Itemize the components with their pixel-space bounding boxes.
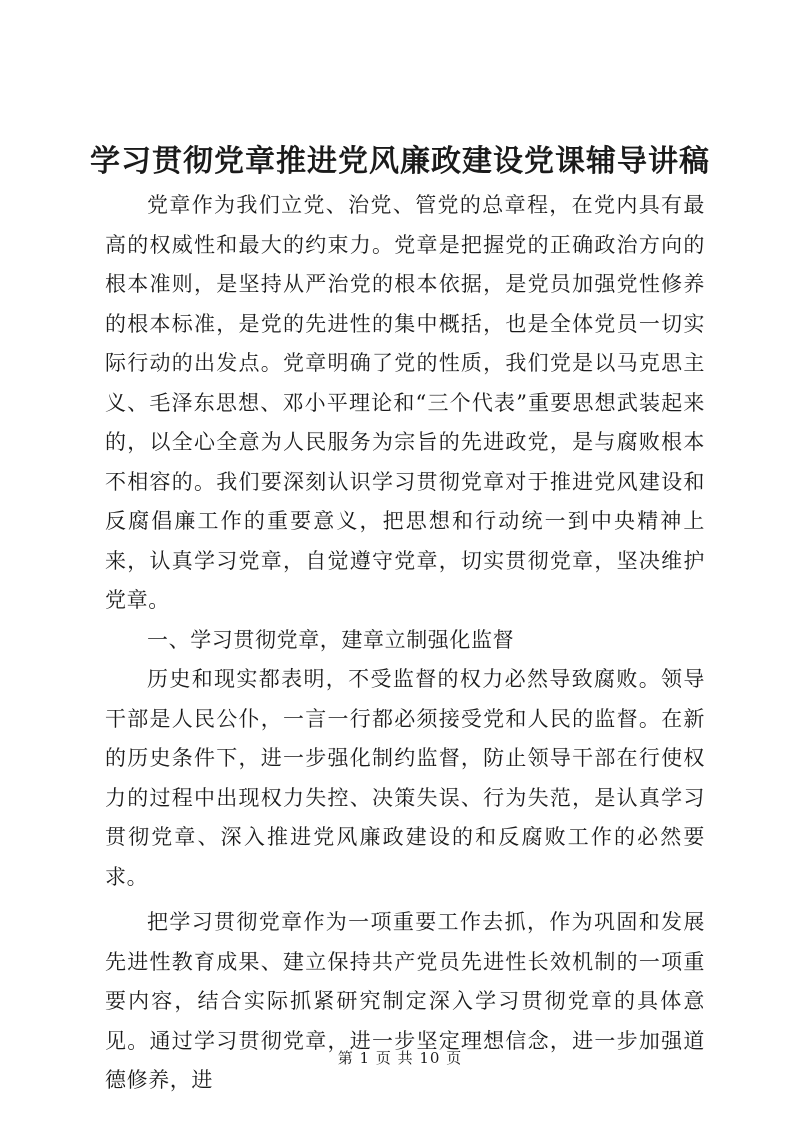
section-heading-1: 一、学习贯彻党章，建章立制强化监督	[147, 627, 515, 652]
paragraph-supervision: 历史和现实都表明，不受监督的权力必然导致腐败。领导干部是人民公仆，一言一行都必须接受党和人民的监督。在新的历史条件下，进一步强化制约监督，防止领导干部在行使权力的过程中出现权力失控、决策失误、行为失范，是认真学习贯彻党章、深入推进党风廉政建设的和反腐败工作的必然要求。	[105, 667, 705, 889]
document-body	[105, 186, 705, 1101]
document-title: 学习贯彻党章推进党风廉政建设党课辅导讲稿	[90, 144, 710, 179]
paragraph-implementation: 把学习贯彻党章作为一项重要工作去抓，作为巩固和发展先进性教育成果、建立保持共产党员先进性长效机制的一项重要内容，结合实际抓紧研究制定深入学习贯彻党章的具体意见。通过学习贯彻党章，进一步坚定理想信念，进一步加强道德修养，进	[105, 910, 705, 1092]
paragraph-intro: 党章作为我们立党、治党、管党的总章程，在党内具有最高的权威性和最大的约束力。党章是把握党的正确政治方向的根本准则，是坚持从严治党的根本依据，是党员加强党性修养的根本标准，是党的先进性的集中概括，也是全体党员一切实际行动的出发点。党章明确了党的性质，我们党是以马克思主义、毛泽东思想、邓小平理论和“三个代表”重要思想武装起来的，以全心全意为人民服务为宗旨的先进政党，是与腐败根本不相容的。我们要深刻认识学习贯彻党章对于推进党风建设和反腐倡廉工作的重要意义，把思想和行动统一到中央精神上来，认真学习党章，自觉遵守党章，切实贯彻党章，坚决维护党章。	[105, 193, 705, 612]
page-number-footer: 第 1 页 共 10 页	[337, 1049, 463, 1067]
